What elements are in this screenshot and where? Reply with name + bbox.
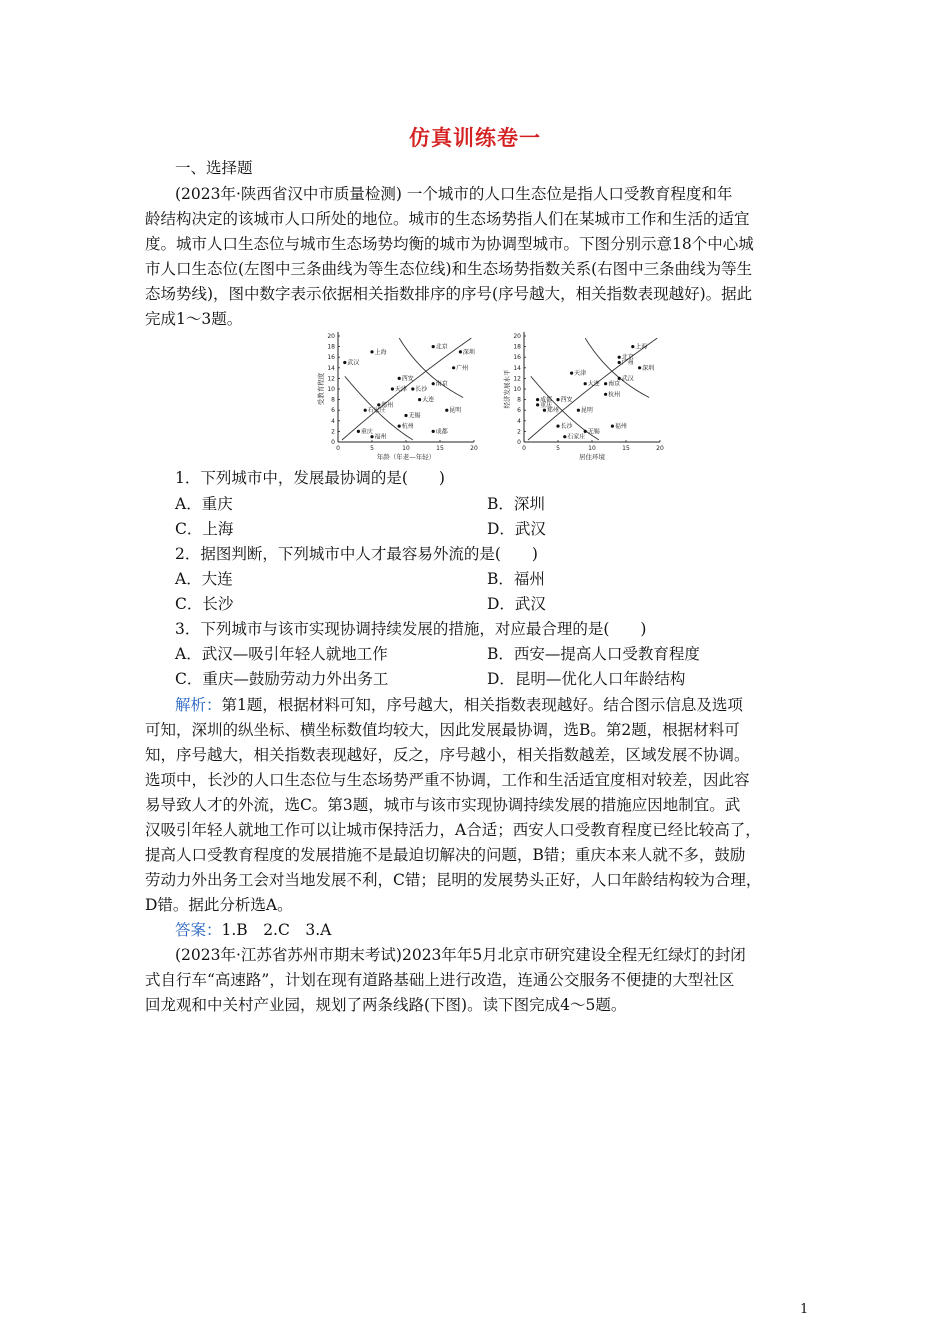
option-d: D．武汉 xyxy=(487,520,546,538)
point-label: 北京 xyxy=(435,343,448,351)
intro-line: (2023年·陕西省汉中市质量检测) 一个城市的人口生态位是指人口受教育程度和年 xyxy=(175,185,733,203)
option-c: C．长沙 xyxy=(175,595,234,613)
analysis-line: 选项中，长沙的人口生态位与生态场势严重不协调，工作和生活适宜度相对较差，因此容 xyxy=(145,771,750,789)
x-tick-label: 0 xyxy=(522,445,526,452)
analysis-text: 第1题，根据材料可知，序号越大，相关指数表现越好。结合图示信息及选项 xyxy=(221,696,743,714)
y-tick-label: 18 xyxy=(327,343,335,351)
y-axis-label: 受教育程度 xyxy=(317,372,325,406)
point-label: 郑州 xyxy=(546,407,559,415)
point-label: 昆明 xyxy=(449,407,462,415)
point-label: 深圳 xyxy=(462,348,475,356)
point-label: 杭州 xyxy=(608,391,621,399)
point-label: 长沙 xyxy=(560,423,573,431)
analysis-line: 易导致人才的外流，选C。第3题，城市与该市实现协调持续发展的措施应因地制宜。武 xyxy=(145,796,741,814)
intro-line: 完成1～3题。 xyxy=(145,310,243,328)
point-label: 武汉 xyxy=(621,375,634,383)
point-label: 大连 xyxy=(422,396,435,404)
y-tick-label: 2 xyxy=(517,428,521,436)
data-point xyxy=(556,425,559,428)
data-point xyxy=(404,414,407,417)
y-tick-label: 14 xyxy=(327,364,335,372)
point-label: 上海 xyxy=(374,348,387,356)
intro2-line: 式自行车“高速路”，计划在现有道路基础上进行改造，连通公交服务不便捷的大型社区 xyxy=(145,971,735,989)
point-label: 重庆 xyxy=(540,401,553,409)
y-tick-label: 18 xyxy=(513,343,521,351)
data-point xyxy=(618,356,621,359)
data-point xyxy=(432,382,435,385)
y-tick-label: 8 xyxy=(517,396,521,404)
point-label: 大连 xyxy=(587,380,600,388)
option-d: D．武汉 xyxy=(487,595,546,613)
data-point xyxy=(536,403,539,406)
data-point xyxy=(343,361,346,364)
data-point xyxy=(556,398,559,401)
intro-line: 市人口生态位(左图中三条曲线为等生态位线)和生态场势指数关系(右图中三条曲线为等生 xyxy=(145,260,753,278)
data-point xyxy=(604,393,607,396)
data-point xyxy=(543,409,546,412)
point-label: 南京 xyxy=(435,380,448,388)
analysis-line: D错。据此分析选A。 xyxy=(145,896,293,914)
data-point xyxy=(445,409,448,412)
point-label: 深圳 xyxy=(642,364,655,372)
left-chart xyxy=(316,332,478,461)
x-tick-label: 15 xyxy=(436,445,444,452)
page-number: 1 xyxy=(800,1302,809,1317)
point-label: 昆明 xyxy=(580,407,593,415)
data-point xyxy=(370,350,373,353)
data-point xyxy=(398,377,401,380)
y-tick-label: 16 xyxy=(327,354,335,362)
point-label: 天津 xyxy=(574,370,587,378)
data-point xyxy=(631,345,634,348)
data-point xyxy=(638,366,641,369)
point-label: 长沙 xyxy=(415,386,428,393)
right-chart xyxy=(502,332,664,461)
figure-pair xyxy=(310,330,670,465)
point-label: 成都 xyxy=(540,396,553,404)
x-tick-label: 5 xyxy=(556,445,560,452)
x-tick-label: 10 xyxy=(402,445,410,452)
data-point xyxy=(618,377,621,380)
y-tick-label: 14 xyxy=(513,364,521,372)
option-a: A．大连 xyxy=(175,570,233,588)
intro-line: 龄结构决定的该城市人口所处的地位。城市的生态场势指人们在某城市工作和生活的适宜 xyxy=(145,210,750,228)
answer-label: 答案： xyxy=(175,921,222,939)
data-point xyxy=(364,409,367,412)
y-tick-label: 12 xyxy=(327,375,335,383)
point-label: 上海 xyxy=(635,343,648,351)
point-label: 西安 xyxy=(401,375,414,383)
data-point xyxy=(377,403,380,406)
data-point xyxy=(577,409,580,412)
point-label: 西安 xyxy=(560,396,573,404)
option-b: B．深圳 xyxy=(487,495,545,513)
x-tick-label: 15 xyxy=(622,445,630,452)
x-tick-label: 20 xyxy=(470,445,478,452)
y-tick-label: 20 xyxy=(513,333,521,340)
page-title: 仿真训练卷一 xyxy=(409,125,541,150)
y-tick-label: 0 xyxy=(517,439,521,446)
option-c: C．重庆—鼓励劳动力外出务工 xyxy=(175,670,389,688)
option-b: B．福州 xyxy=(487,570,545,588)
y-tick-label: 10 xyxy=(513,386,521,393)
point-label: 天津 xyxy=(394,386,407,393)
point-label: 北京 xyxy=(621,354,634,362)
data-point xyxy=(432,345,435,348)
y-tick-label: 4 xyxy=(331,417,335,425)
data-point xyxy=(452,366,455,369)
option-a: A．武汉—吸引年轻人就地工作 xyxy=(175,645,388,663)
data-point xyxy=(570,372,573,375)
x-tick-label: 10 xyxy=(588,445,596,452)
analysis-line: 可知，深圳的纵坐标、横坐标数值均较大，因此发展最协调，选B。第2题，根据材料可 xyxy=(145,721,740,739)
x-tick-label: 20 xyxy=(656,445,664,452)
point-label: 无锡 xyxy=(408,412,421,420)
y-tick-label: 4 xyxy=(517,417,521,425)
point-label: 广州 xyxy=(621,359,634,367)
data-point xyxy=(432,430,435,433)
x-tick-label: 0 xyxy=(336,445,340,452)
data-point xyxy=(611,425,614,428)
point-label: 福州 xyxy=(614,423,627,431)
analysis-line: 劳动力外出务工会对当地发展不利，C错；昆明的发展势头正好，人口年龄结构较为合理， xyxy=(145,871,762,889)
intro-line: 度。城市人口生态位与城市生态场势均衡的城市为协调型城市。下图分别示意18个中心城 xyxy=(145,235,754,253)
data-point xyxy=(370,435,373,438)
point-label: 石家庄 xyxy=(567,433,586,441)
analysis-line: 知，序号越大，相关指数表现越好，反之，序号越小，相关指数越差，区域发展不协调。 xyxy=(145,746,750,764)
x-tick-label: 5 xyxy=(370,445,374,452)
data-point xyxy=(411,387,414,390)
answer-line xyxy=(175,920,331,940)
point-label: 武汉 xyxy=(347,359,360,367)
x-axis-label: 年龄（年老—年轻） xyxy=(376,453,436,461)
intro-line: 态场势线)，图中数字表示依据相关指数排序的序号(序号越大，相关指数表现越好)。据此 xyxy=(145,285,753,303)
y-tick-label: 0 xyxy=(331,439,335,446)
y-tick-label: 12 xyxy=(513,375,521,383)
data-point xyxy=(563,435,566,438)
question-stem: 1．下列城市中，发展最协调的是( ) xyxy=(175,469,445,487)
y-axis-label: 经济发展水平 xyxy=(503,369,511,409)
option-c: C．上海 xyxy=(175,520,234,538)
data-point xyxy=(536,398,539,401)
analysis-line: 汉吸引年轻人就地工作可以让城市保持活力，A合适；西安人口受教育程度已经比较高了， xyxy=(145,821,761,839)
y-tick-label: 20 xyxy=(327,333,335,340)
analysis-line: 提高人口受教育程度的发展措施不是最迫切解决的问题，B错；重庆本来人就不多，鼓励 xyxy=(145,846,746,864)
option-b: B．西安—提高人口受教育程度 xyxy=(487,645,700,663)
chart-figure xyxy=(310,330,670,465)
question-stem: 3．下列城市与该市实现协调持续发展的措施，对应最合理的是( ) xyxy=(175,620,647,638)
analysis-label: 解析： xyxy=(175,696,222,714)
data-point xyxy=(584,430,587,433)
data-point xyxy=(584,382,587,385)
point-label: 郑州 xyxy=(381,401,394,409)
y-tick-label: 2 xyxy=(331,428,335,436)
intro2-line: (2023年·江苏省苏州市期末考试)2023年年5月北京市研究建设全程无红绿灯的封闭 xyxy=(175,946,746,964)
option-d: D．昆明—优化人口年龄结构 xyxy=(487,670,686,688)
x-axis-label: 居住环境 xyxy=(579,453,605,461)
point-label: 无锡 xyxy=(587,428,600,436)
y-tick-label: 10 xyxy=(327,386,335,393)
y-tick-label: 6 xyxy=(517,407,521,415)
point-label: 重庆 xyxy=(360,428,373,436)
iso-line xyxy=(528,338,657,440)
intro2-line: 回龙观和中关村产业园，规划了两条线路(下图)。读下图完成4～5题。 xyxy=(145,996,627,1014)
data-point xyxy=(398,425,401,428)
data-point xyxy=(418,398,421,401)
answer-text: 1.B 2.C 3.A xyxy=(221,921,332,939)
y-tick-label: 8 xyxy=(331,396,335,404)
data-point xyxy=(604,382,607,385)
point-label: 成都 xyxy=(435,428,448,436)
option-a: A．重庆 xyxy=(175,495,233,513)
y-tick-label: 6 xyxy=(331,407,335,415)
data-point xyxy=(391,387,394,390)
point-label: 福州 xyxy=(374,433,387,441)
point-label: 石家庄 xyxy=(367,407,386,415)
data-point xyxy=(357,430,360,433)
point-label: 杭州 xyxy=(401,423,414,431)
data-point xyxy=(618,361,621,364)
analysis-line xyxy=(175,695,743,715)
point-label: 南京 xyxy=(608,380,621,388)
data-point xyxy=(459,350,462,353)
point-label: 广州 xyxy=(456,364,469,372)
question-stem: 2．据图判断，下列城市中人才最容易外流的是( ) xyxy=(175,545,538,563)
section-heading: 一、选择题 xyxy=(175,159,253,177)
y-tick-label: 16 xyxy=(513,354,521,362)
